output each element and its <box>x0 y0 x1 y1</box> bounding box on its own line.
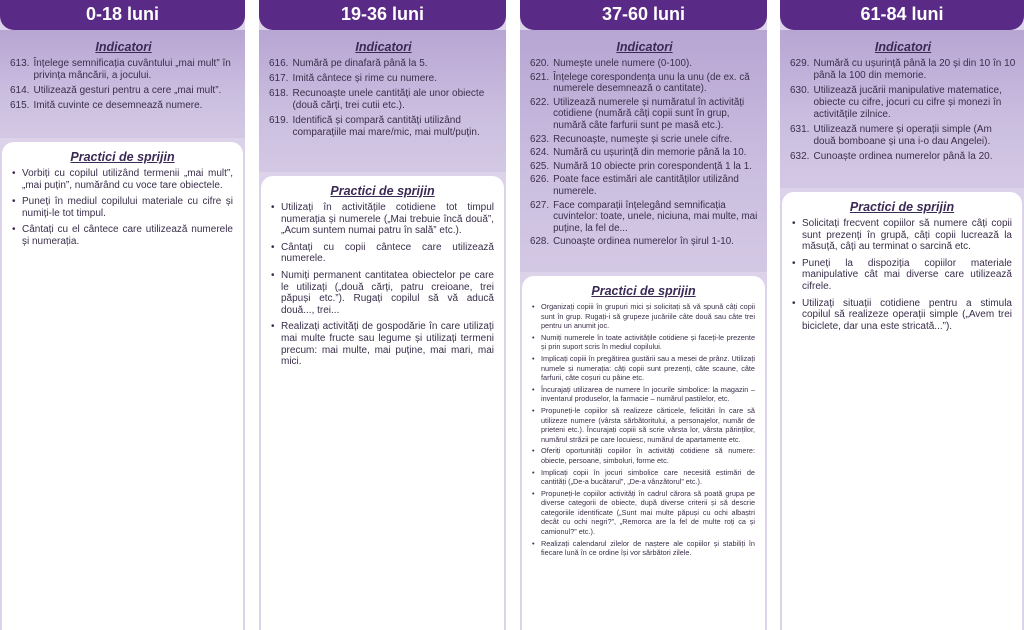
indicator-item: 618. Recunoaște unele cantități ale unor obiecte (două cărți, trei cutii etc.). <box>269 88 485 111</box>
practice-item: • Utilizați în activitățile cotidiene tot timpul numerația și numerele („Mai trebuie încă două”, „Acum suntem numai patru în sală” etc.). <box>271 202 494 237</box>
practice-item: • Implicați copiii în pregătirea gustării sau a mesei de prânz. Utilizați numele și numerația: câți copii sunt prezenți, câte scaune, câte farfurii, câte coșuri cu pâine etc. <box>532 354 755 383</box>
column-0-18 <box>0 0 245 630</box>
indicator-item: 625. Numără 10 obiecte prin corespondență 1 la 1. <box>530 160 752 172</box>
indicators-section <box>520 30 767 272</box>
indicator-item: 627. Face comparații înțelegând semnificația cuvintelor: toate, unele, niciuna, mai multe, mai puține, la fel de... <box>530 199 758 234</box>
indicators-title: Indicatori <box>95 40 152 54</box>
indicators-title: Indicatori <box>616 40 673 54</box>
indicator-item: 624. Numără cu ușurință din memorie până la 10. <box>530 147 747 159</box>
column-title: 19-36 luni <box>259 0 506 30</box>
column-title: 37-60 luni <box>520 0 767 30</box>
column-19-36 <box>259 0 506 630</box>
indicator-item: 623. Recunoaște, numește și scrie unele cifre. <box>530 133 733 145</box>
column-title: 61-84 luni <box>780 0 1024 30</box>
practice-item: • Cântați cu copii cântece care utilizează numerele. <box>271 242 494 265</box>
indicator-item: 626. Poate face estimări ale cantităților utilizând numerele. <box>530 174 739 197</box>
indicator-item: 613. Înțelege semnificația cuvântului „mai mult” în privința mâncării, a jocului. <box>10 58 231 81</box>
column-61-84 <box>780 0 1024 630</box>
practice-item: • Solicitați frecvent copiilor să numere câți copii sunt prezenți în grupă, câți copii lucrează la măsuță, câți au terminat o sarcină etc. <box>792 218 1012 253</box>
practice-item: • Propuneți-le copiilor activități în cadrul cărora să poată grupa pe diverse categorii de obiecte, după diverse criterii și să descrie categoriile identificate („Sunt mai multe păpuși cu ochi albaștri decât cu ochi negri?”, „Remorca are la fel de multe roți ca și camionul?” etc.). <box>532 489 755 537</box>
practice-item: • Vorbiți cu copilul utilizând termenii „mai mult”, „mai puțin”, numărând cu voce tare obiectele. <box>12 168 233 191</box>
indicators-section <box>780 30 1024 188</box>
practice-item: • Realizați activități de gospodărie în care utilizați mai multe fructe sau legume și utilizați termeni precum: mai multe, mai puține, mai mari, mai mici. <box>271 321 494 367</box>
practice-item: • Numiți numerele în toate activitățile cotidiene și faceți-le prezente și prin suport scris în mediul copilului. <box>532 333 755 352</box>
indicator-item: 617. Imită cântece și rime cu numere. <box>269 73 437 84</box>
indicator-item: 621. Înțelege corespondența unu la unu (de ex. că numerele desemnează o cantitate). <box>530 71 750 95</box>
practice-item: • Puneți în mediul copilului materiale cu cifre și numiți-le tot timpul. <box>12 196 233 219</box>
practice-item: • Organizați copiii în grupuri mici și solicitați să vă spună câți copii sunt în grup. Rugați-i să grupeze jucăriile câte două sau câte trei pentru un anumit joc. <box>532 302 755 331</box>
practices-section <box>782 192 1022 630</box>
practice-item: • Realizați calendarul zilelor de naștere ale copiilor și stabiliți în fiecare lună în ce ordine își vor sărbători zilele. <box>532 539 755 558</box>
practice-item: • Implicați copii în jocuri simbolice care necesită estimări de cantități („De-a bucătarul”, „De-a vânzătorul” etc.). <box>532 468 755 487</box>
practice-item: • Puneți la dispoziția copiilor materiale manipulative cât mai diverse care utilizează cifrele. <box>792 258 1012 293</box>
practices-section <box>2 142 243 630</box>
indicator-item: 632. Cunoaște ordinea numerelor până la 20. <box>790 151 993 162</box>
practice-item: • Numiți permanent cantitatea obiectelor pe care le utilizați („două cărți, patru creioane, trei păpuși etc.”). Rugați copilul să vă aducă două..., trei... <box>271 270 494 316</box>
indicator-item: 631. Utilizează numere și operații simple (Am două bomboane și una i-o dau Angelei). <box>790 124 992 147</box>
indicators-title: Indicatori <box>355 40 412 54</box>
column-title: 0-18 luni <box>0 0 245 30</box>
indicator-item: 619. Identifică și compară cantități utilizând comparațiile mai mare/mic, mai mult/puțin. <box>269 115 480 138</box>
practices-title: Practici de sprijin <box>849 200 955 214</box>
indicators-title: Indicatori <box>874 40 932 54</box>
indicator-item: 614. Utilizează gesturi pentru a cere „mai mult”. <box>10 85 222 96</box>
practices-title: Practici de sprijin <box>330 184 435 198</box>
indicators-section <box>0 30 245 138</box>
practices-section <box>522 276 765 630</box>
practices-title: Practici de sprijin <box>591 284 696 298</box>
indicator-item: 620. Numește unele numere (0-100). <box>530 58 692 69</box>
indicator-item: 615. Imită cuvinte ce desemnează numere. <box>10 100 203 111</box>
indicator-item: 616. Numără pe dinafară până la 5. <box>269 58 428 69</box>
column-37-60 <box>520 0 767 630</box>
practices-section <box>261 176 504 630</box>
practice-item: • Oferiți oportunități copiilor în activități cotidiene să numere: obiecte, persoane, simboluri, forme etc. <box>532 446 755 465</box>
practice-item: • Cântați cu el cântece care utilizează numerele și numerația. <box>12 224 233 247</box>
practice-item: • Încurajați utilizarea de numere în jocurile simbolice: la magazin – inventarul produselor, la farmacie – numărul pastilelor, etc. <box>532 385 755 404</box>
practice-item: • Propuneți-le copiilor să realizeze cărticele, felicitări în care să utilizeze numere (vârsta sărbătoritului, a personajelor, număr de prieteni etc.). Încurajați copiii să scrie vârsta lor, vârsta părinților, numărul străzii pe care locuiesc, numărul de apartamente etc. <box>532 406 755 444</box>
practices-title: Practici de sprijin <box>70 150 175 164</box>
practice-item: • Utilizați situații cotidiene pentru a stimula copilul să realizeze operații simple („Avem trei biciclete, dar una este stricată...”). <box>792 298 1012 333</box>
indicator-item: 630. Utilizează jucării manipulative matematice, obiecte cu cifre, jocuri cu cifre și monezi în activitățile zilnice. <box>790 85 1002 120</box>
indicator-item: 622. Utilizează numerele și număratul în activități cotidiene (numără câți copii sunt în grup, numără câte farfurii sunt pe masă etc.). <box>530 96 745 131</box>
indicators-section <box>259 30 506 172</box>
indicator-item: 629. Numără cu ușurință până la 20 și din 10 în 10 până la 100 din memorie. <box>790 58 1016 81</box>
indicator-item: 628. Cunoaște ordinea numerelor în șirul 1-10. <box>530 236 734 248</box>
